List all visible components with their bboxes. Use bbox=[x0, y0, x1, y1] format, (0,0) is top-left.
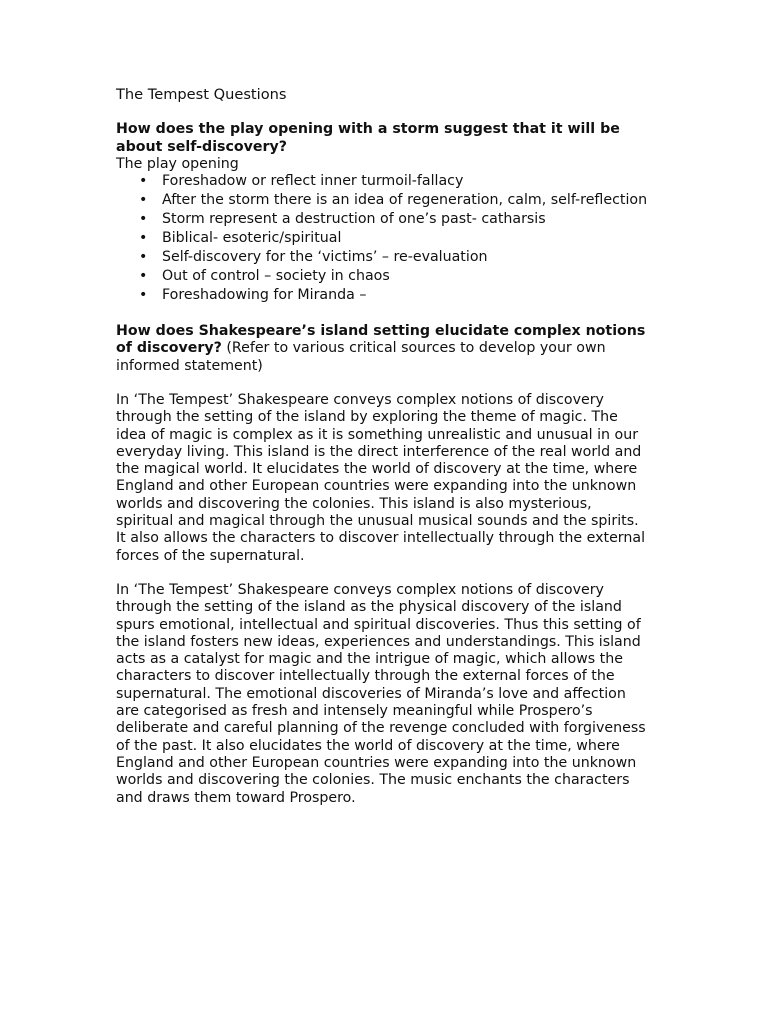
document-title: The Tempest Questions bbox=[116, 86, 287, 103]
question-1-bullet-list bbox=[116, 173, 656, 306]
question-2 bbox=[116, 323, 652, 375]
bullet-item: • Out of control – society in chaos bbox=[162, 268, 656, 287]
bullet-item: • After the storm there is an idea of regeneration, calm, self-reflection bbox=[162, 192, 656, 211]
bullet-item: • Foreshadow or reflect inner turmoil-fallacy bbox=[162, 173, 656, 192]
bullet-item: • Foreshadowing for Miranda – bbox=[162, 287, 656, 306]
bullet-item: • Biblical- esoteric/spiritual bbox=[162, 230, 656, 249]
bullet-item: • Self-discovery for the ‘victims’ – re-evaluation bbox=[162, 249, 656, 268]
question-2-note: (Refer to various critical sources to develop your own informed statement) bbox=[116, 340, 606, 374]
body-paragraph-2: In ‘The Tempest’ Shakespeare conveys complex notions of discovery through the setting of the island as the physical discovery of the island spurs emotional, intellectual and spiritual discoveries. Thus this setting of the island fosters new ideas, experiences and understandings. This island acts as a catalyst for magic and the intrigue of magic, which allows the characters to discover intellectually through the external forces of the supernatural. The emotional discoveries of Miranda’s love and affection are categorised as fresh and intensely meaningful while Prospero’s deliberate and careful planning of the revenge concluded with forgiveness of the past. It also elucidates the world of discovery at the time, where England and other European countries were expanding into the unknown worlds and discovering the colonies. The music enchants the characters and draws them toward Prospero. bbox=[116, 581, 646, 806]
question-2-text: How does Shakespeare’s island setting elucidate complex notions of discovery? bbox=[116, 323, 646, 357]
body-paragraph-1: In ‘The Tempest’ Shakespeare conveys complex notions of discovery through the setting of the island by exploring the theme of magic. The idea of magic is complex as it is something unrealistic and unusual in our everyday living. This island is the direct interference of the real world and the magical world. It elucidates the world of discovery at the time, where England and other European countries were expanding into the unknown worlds and discovering the colonies. This island is also mysterious, spiritual and magical through the unusual musical sounds and the spirits. It also allows the characters to discover intellectually through the external forces of the supernatural. bbox=[116, 391, 646, 564]
question-1: How does the play opening with a storm suggest that it will be about self-discovery? bbox=[116, 121, 620, 155]
question-1-intro: The play opening bbox=[116, 155, 239, 172]
document-page bbox=[116, 86, 656, 824]
bullet-item: • Storm represent a destruction of one’s past- catharsis bbox=[162, 211, 656, 230]
